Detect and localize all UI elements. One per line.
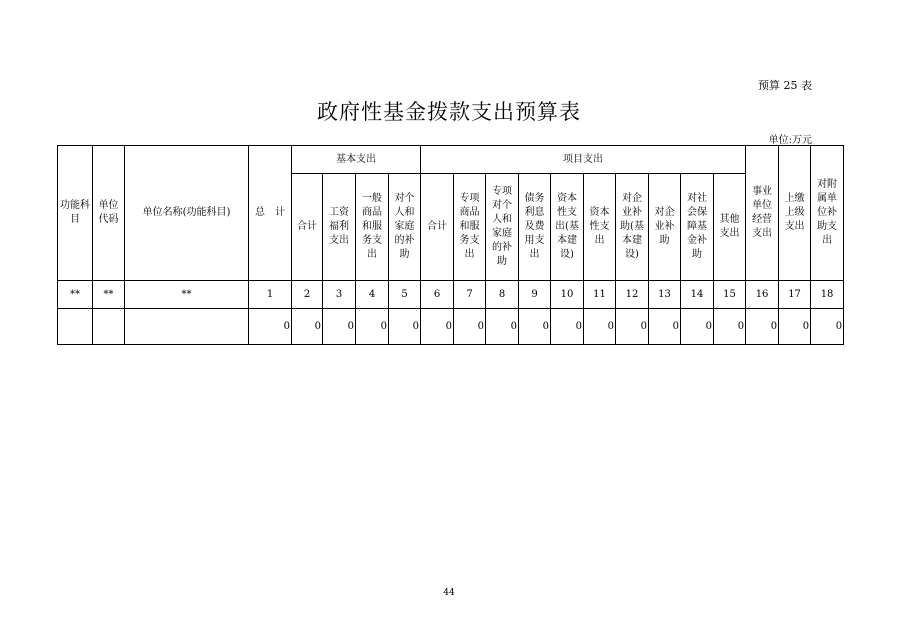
header-tail-col: 事业单位经营支出 xyxy=(746,146,779,281)
header-project-col: 合计 xyxy=(421,174,454,281)
page-number: 44 xyxy=(443,588,455,598)
data-cell: 0 xyxy=(486,309,519,345)
header-unit-name: 单位名称(功能科目) xyxy=(125,146,249,281)
data-cell: 0 xyxy=(249,309,292,345)
header-project-col: 其他支出 xyxy=(714,174,746,281)
header-project-col: 对企业补助(基本建设) xyxy=(616,174,649,281)
table-row xyxy=(58,309,844,345)
header-basic-group: 基本支出 xyxy=(292,146,421,174)
index-cell: 7 xyxy=(454,281,486,309)
data-cell: 0 xyxy=(323,309,356,345)
data-cell: 0 xyxy=(584,309,616,345)
index-cell: 3 xyxy=(323,281,356,309)
index-cell: 12 xyxy=(616,281,649,309)
budget-table xyxy=(57,145,844,345)
header-project-col: 资本性支出(基本建设) xyxy=(551,174,584,281)
index-cell: 4 xyxy=(356,281,389,309)
page-title: 政府性基金拨款支出预算表 xyxy=(317,100,581,124)
index-cell: 16 xyxy=(746,281,779,309)
index-cell: 6 xyxy=(421,281,454,309)
header-basic-col: 合计 xyxy=(292,174,323,281)
index-cell: 2 xyxy=(292,281,323,309)
header-project-col: 债务利息及费用支出 xyxy=(519,174,551,281)
data-cell: 0 xyxy=(356,309,389,345)
data-cell xyxy=(58,309,93,345)
index-cell: 13 xyxy=(649,281,681,309)
data-cell: 0 xyxy=(714,309,746,345)
header-func-subject: 功能科目 xyxy=(58,146,93,281)
data-cell: 0 xyxy=(681,309,714,345)
data-cell: 0 xyxy=(779,309,811,345)
header-unit-code: 单位代码 xyxy=(93,146,125,281)
header-project-group: 项目支出 xyxy=(421,146,746,174)
data-cell: 0 xyxy=(519,309,551,345)
header-total: 总 计 xyxy=(249,146,292,281)
header-project-col: 专项商品和服务支出 xyxy=(454,174,486,281)
index-cell: 9 xyxy=(519,281,551,309)
data-cell: 0 xyxy=(649,309,681,345)
index-cell: 18 xyxy=(811,281,844,309)
header-project-col: 对企业补助 xyxy=(649,174,681,281)
data-cell: 0 xyxy=(292,309,323,345)
index-cell: 1 xyxy=(249,281,292,309)
header-tail-col: 对附属单位补助支出 xyxy=(811,146,844,281)
data-cell xyxy=(125,309,249,345)
index-cell: 5 xyxy=(389,281,421,309)
index-cell: ** xyxy=(93,281,125,309)
header-basic-col: 一般商品和服务支出 xyxy=(356,174,389,281)
data-cell xyxy=(93,309,125,345)
header-project-col: 对社会保障基金补助 xyxy=(681,174,714,281)
index-cell: 15 xyxy=(714,281,746,309)
data-cell: 0 xyxy=(454,309,486,345)
form-number: 预算 25 表 xyxy=(758,79,812,92)
header-tail-col: 上缴上级支出 xyxy=(779,146,811,281)
data-cell: 0 xyxy=(746,309,779,345)
index-cell: 8 xyxy=(486,281,519,309)
index-cell: 11 xyxy=(584,281,616,309)
data-cell: 0 xyxy=(421,309,454,345)
data-cell: 0 xyxy=(551,309,584,345)
header-basic-col: 工资福利支出 xyxy=(323,174,356,281)
index-row xyxy=(58,281,844,309)
index-cell: 17 xyxy=(779,281,811,309)
unit-label: 单位:万元 xyxy=(768,135,812,146)
index-cell: ** xyxy=(58,281,93,309)
header-project-col: 专项对个人和家庭的补助 xyxy=(486,174,519,281)
data-cell: 0 xyxy=(389,309,421,345)
data-cell: 0 xyxy=(811,309,844,345)
data-cell: 0 xyxy=(616,309,649,345)
index-cell: 14 xyxy=(681,281,714,309)
header-basic-col: 对个人和家庭的补助 xyxy=(389,174,421,281)
index-cell: 10 xyxy=(551,281,584,309)
header-project-col: 资本性支出 xyxy=(584,174,616,281)
index-cell: ** xyxy=(125,281,249,309)
